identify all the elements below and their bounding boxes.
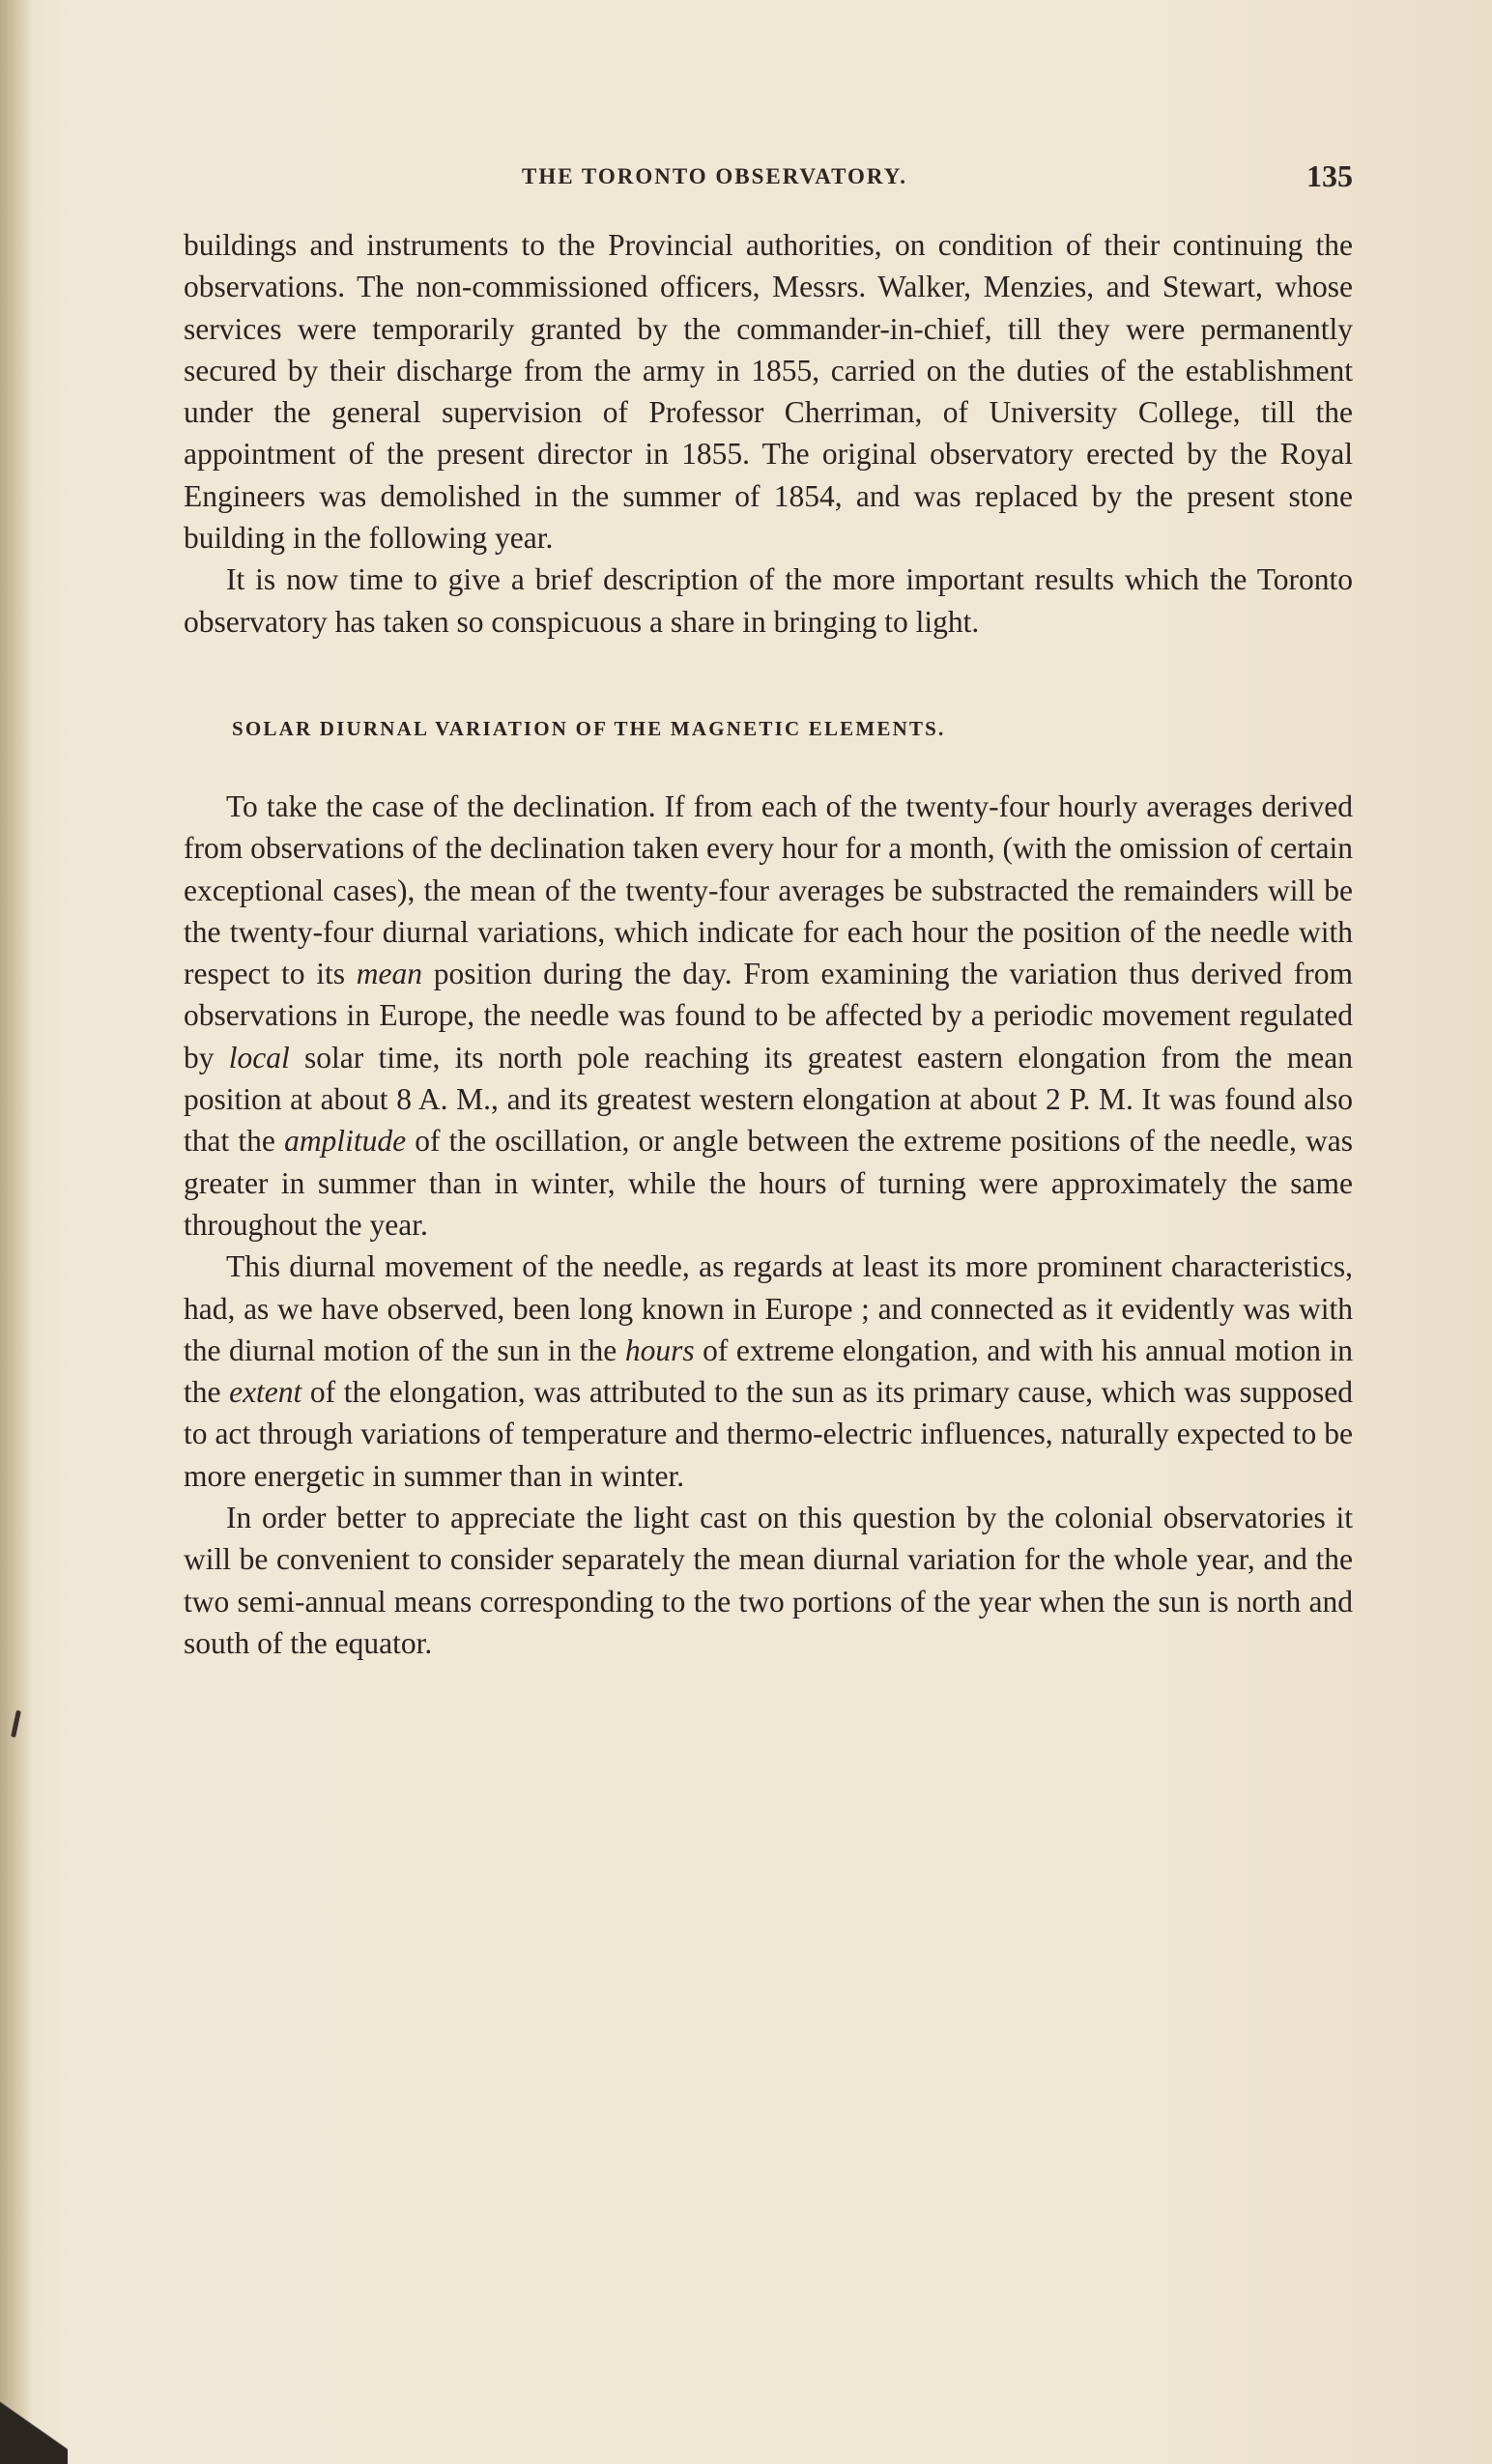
paragraph-4-text-a: This diurnal movement of the needle, as regards at least its more prominent characteristics, had, as we have observed, been long known in Europe ; and connected as it evidently was with the diurnal motion of the sun in the — [184, 1249, 1353, 1367]
italic-word-mean: mean — [356, 957, 423, 991]
italic-word-hours: hours — [624, 1332, 695, 1367]
page-corner-shadow — [0, 2358, 68, 2464]
italic-word-amplitude: amplitude — [284, 1124, 407, 1159]
section-heading: SOLAR DIURNAL VARIATION OF THE MAGNETIC ELEMENTS. — [232, 716, 946, 740]
paragraph-2: It is now time to give a brief description of the more important results which the Toronto observatory has taken so conspicuous a share in bringing to light. — [184, 562, 1353, 639]
page-gutter-shadow — [0, 0, 33, 2464]
running-title: THE TORONTO OBSERVATORY. — [522, 164, 907, 188]
body-text — [184, 224, 1353, 1664]
paragraph-3-text-b: position during the day. From examining the variation thus derived from observations in Europe, the needle was found to be affected by a periodic movement regulated by — [184, 957, 1353, 1074]
paragraph-5: In order better to appreciate the light cast on this question by the colonial observatories it will be convenient to consider separately the mean diurnal variation for the whole year, and the two semi-annual means corresponding to the two portions of the year when the sun is north and south of the equator. — [184, 1501, 1353, 1660]
paragraph-3-text-a: To take the case of the declination. If from each of the twenty-four hourly averages derived from observations of the declination taken every hour for a month, (with the omission of certain exceptional cases), the mean of the twenty-four averages be substracted the remainders will be the twenty-four diurnal variations, which indicate for each hour the position of the needle with respect to its — [184, 788, 1353, 991]
italic-word-extent: extent — [229, 1375, 302, 1410]
paragraph-3-text-c: solar time, its north pole reaching its greatest eastern elongation from the mean position at about 8 A. M., and its greatest western elongation at about 2 P. M. It was found also that the — [184, 1040, 1354, 1159]
paragraph-1: buildings and instruments to the Provincial authorities, on condition of their continuing the observations. The non-commissioned officers, Messrs. Walker, Menzies, and Stewart, whose services were temporarily granted by the commander-in-chief, till they were permanently secured by their discharge from the army in 1855, carried on the duties of the establishment under the general supervision of Professor Cherriman, of University College, till the appointment of the present director in 1855. The original observatory erected by the Royal Engineers was demolished in the summer of 1854, and was replaced by the present stone building in the following year. — [184, 228, 1353, 556]
paragraph-3-text-d: of the oscillation, or angle between the extreme positions of the needle, was greater in summer than in winter, while the hours of turning were approximately the same throughout the year. — [184, 1124, 1353, 1242]
italic-word-local: local — [228, 1040, 290, 1074]
paragraph-3 — [184, 786, 1353, 1246]
paragraph-4-text-c: of the elongation, was attributed to the sun as its primary cause, which was supposed to act through variations of temperature and thermo-electric influences, naturally expected to be more energetic in summer than in winter. — [184, 1375, 1353, 1493]
page-number: 135 — [1306, 158, 1353, 193]
paragraph-4-text-b: of extreme elongation, and with his annual motion in the — [184, 1332, 1353, 1410]
running-head — [184, 158, 1353, 197]
paragraph-4 — [184, 1246, 1353, 1497]
